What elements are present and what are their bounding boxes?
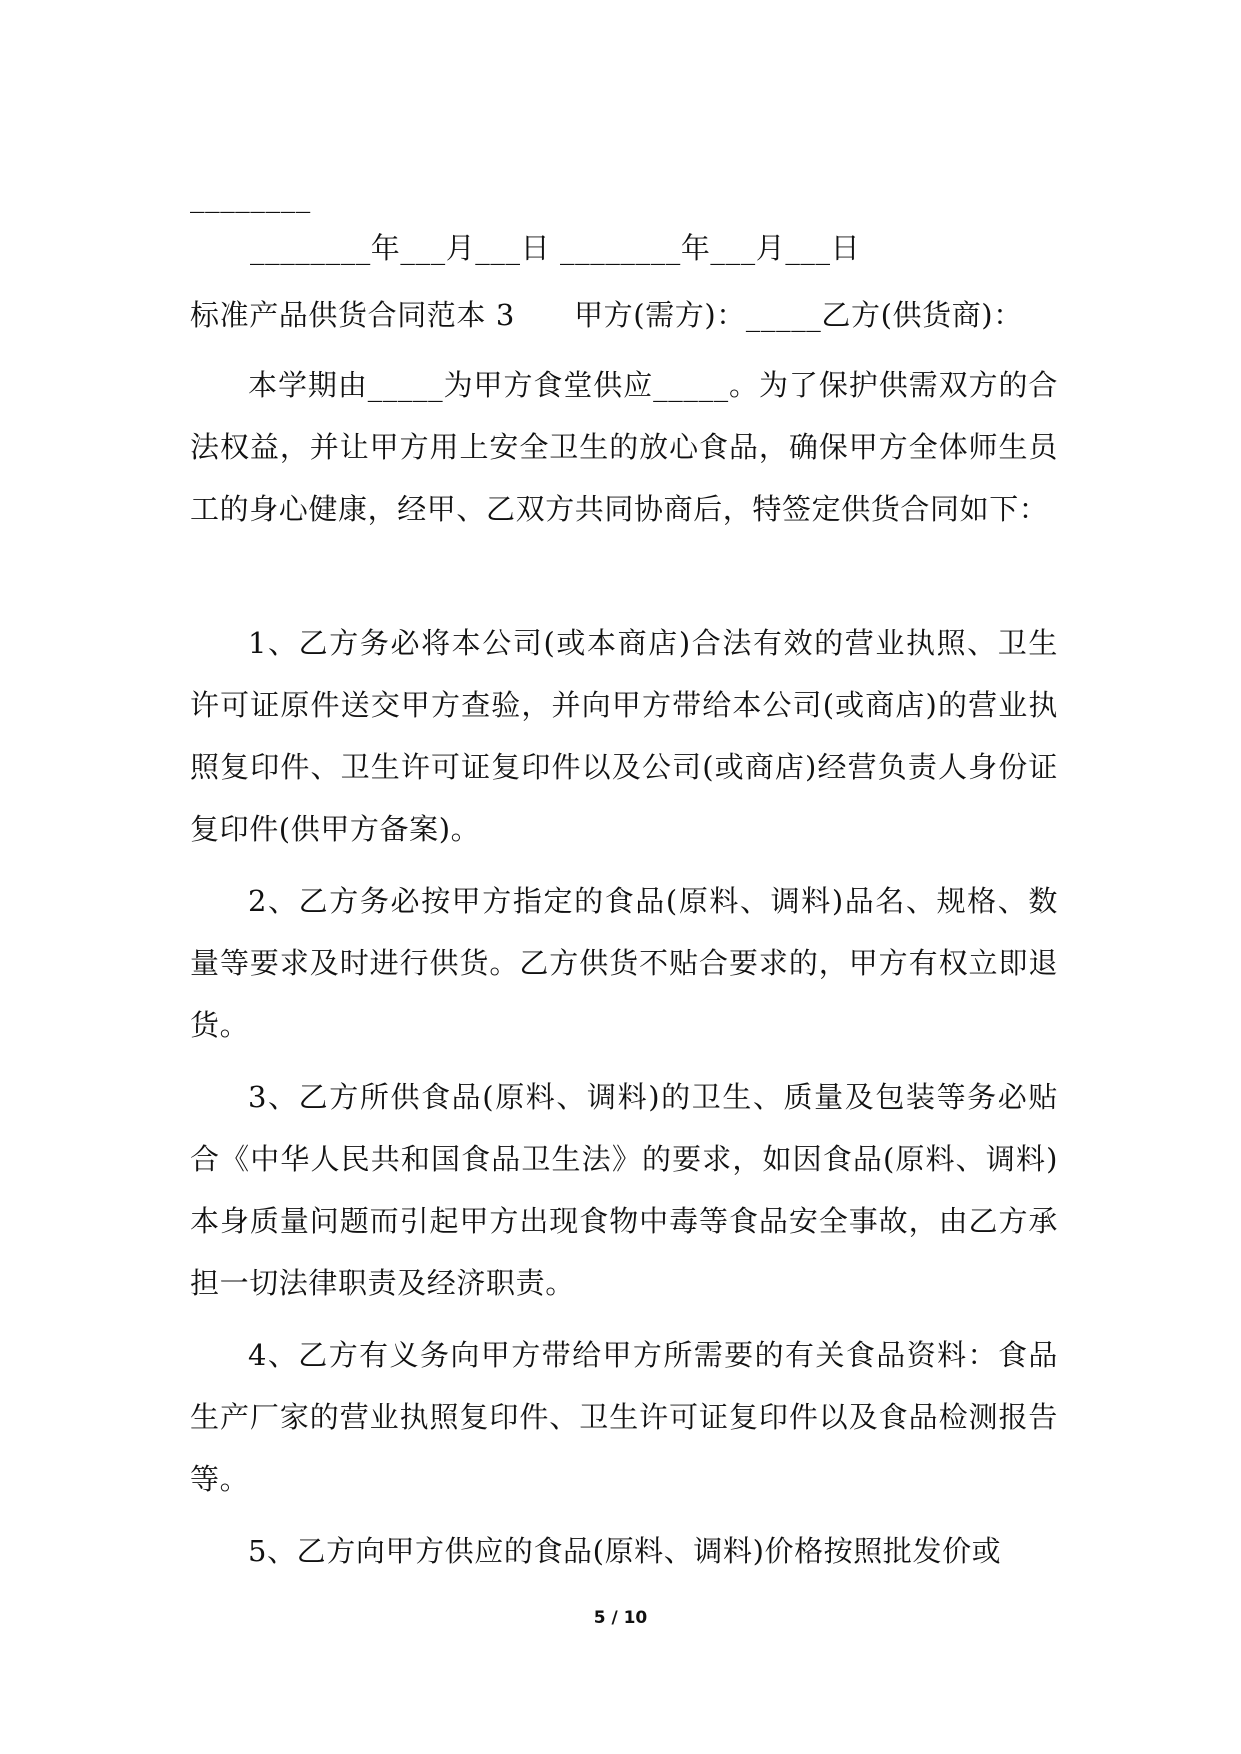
clause-1-text: 1、乙方务必将本公司(或本商店)合法有效的营业执照、卫生许可证原件送交甲方查验，并向甲方带给本公司(或商店)的营业执照复印件、卫生许可证复印件以及公司(或商店)经营负责人身份证复印件(供甲方备案)。: [190, 626, 1058, 846]
clause-2-paragraph: [190, 870, 1058, 1056]
clause-5-text: 5、乙方向甲方供应的食品(原料、调料)价格按照批发价或: [248, 1534, 1002, 1568]
contract-intro-paragraph: [190, 354, 1058, 540]
intro-text: 本学期由_____为甲方食堂供应_____。为了保护供需双方的合法权益，并让甲方用上安全卫生的放心食品，确保甲方全体师生员工的身心健康，经甲、乙双方共同协商后，特签定供货合同如下：: [190, 368, 1058, 526]
clause-3-text: 3、乙方所供食品(原料、调料)的卫生、质量及包装等务必贴合《中华人民共和国食品卫生法》的要求，如因食品(原料、调料)本身质量问题而引起甲方出现食物中毒等食品安全事故，由乙方承担一切法律职责及经济职责。: [190, 1080, 1058, 1300]
clause-3-paragraph: [190, 1066, 1058, 1314]
top-blank-line: ________: [190, 179, 311, 213]
clause-4-paragraph: [190, 1324, 1058, 1510]
clause-5-paragraph: [190, 1520, 1058, 1582]
page-number: 5 / 10: [593, 1608, 648, 1628]
signature-dates-line: ________年___月___日 ________年___月___日: [250, 231, 861, 265]
clause-1-paragraph: [190, 612, 1058, 860]
contract-title-line: 标准产品供货合同范本 3 甲方(需方)：_____乙方(供货商)：: [190, 298, 1023, 332]
clause-2-text: 2、乙方务必按甲方指定的食品(原料、调料)品名、规格、数量等要求及时进行供货。乙方供货不贴合要求的，甲方有权立即退货。: [190, 884, 1058, 1042]
clause-4-text: 4、乙方有义务向甲方带给甲方所需要的有关食品资料：食品生产厂家的营业执照复印件、卫生许可证复印件以及食品检测报告等。: [190, 1338, 1058, 1496]
